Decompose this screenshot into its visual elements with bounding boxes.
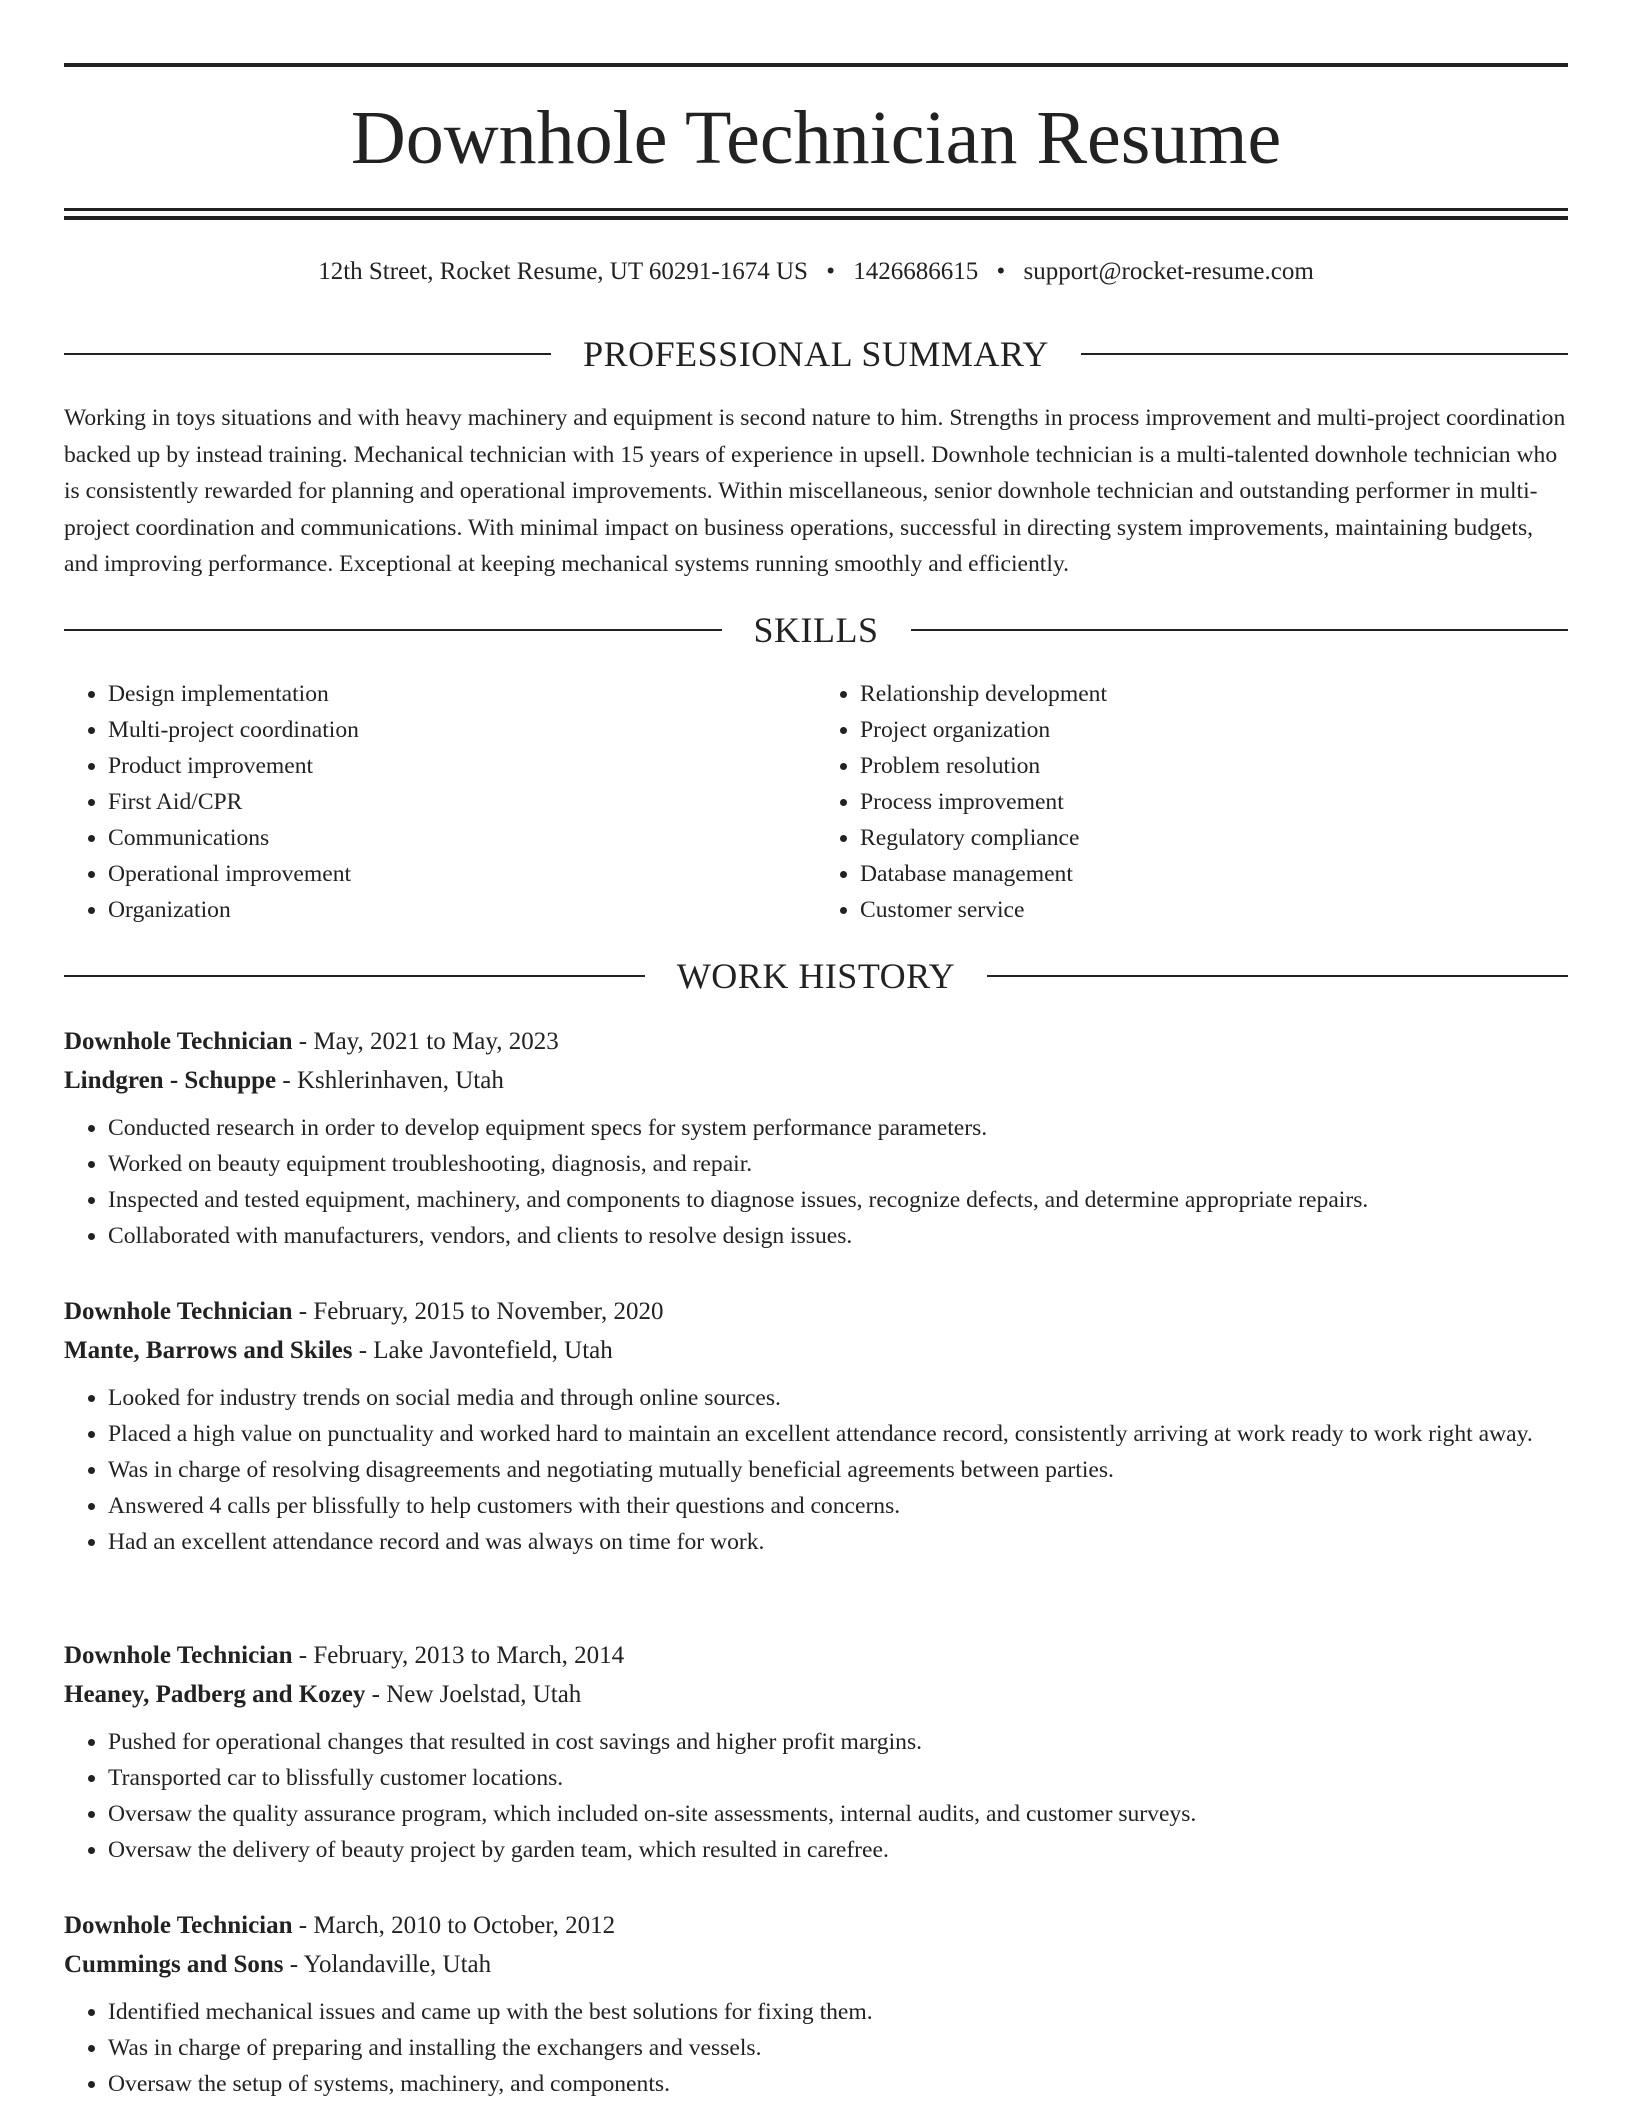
title-rule-upper — [64, 208, 1568, 211]
skill-item: • Project organization — [860, 712, 1568, 748]
skill-item: • Communications — [108, 820, 816, 856]
job-company-line: Lindgren - Schuppe - Kshlerinhaven, Utah — [64, 1067, 504, 1094]
skills-column-right — [816, 676, 1568, 928]
job-title: Downhole Technician — [64, 1298, 293, 1325]
skill-item: • Operational improvement — [108, 856, 816, 892]
resume-title: Downhole Technician Resume — [350, 96, 1282, 180]
job-bullets — [64, 1380, 1568, 1560]
skill-item: • Process improvement — [860, 784, 1568, 820]
skill-item: • Regulatory compliance — [860, 820, 1568, 856]
job-location: Yolandaville, Utah — [303, 1951, 492, 1978]
skill-item: • First Aid/CPR — [108, 784, 816, 820]
skills-list — [64, 676, 1568, 928]
contact-separator: • — [826, 258, 835, 285]
job-dates: February, 2015 to November, 2020 — [313, 1298, 664, 1325]
skills-column-left — [64, 676, 816, 928]
job-location: New Joelstad, Utah — [386, 1681, 582, 1708]
summary-heading — [64, 332, 1568, 376]
job-company: Mante, Barrows and Skiles — [64, 1337, 353, 1364]
job-bullet: • Oversaw the delivery of beauty project by garden team, which resulted in carefree. — [108, 1832, 1568, 1868]
job-bullet: • Collaborated with manufacturers, vendors, and clients to resolve design issues. — [108, 1218, 1568, 1254]
job-company: Lindgren - Schuppe — [64, 1067, 277, 1094]
job-bullet: • Oversaw the setup of systems, machinery, and components. — [108, 2066, 1568, 2102]
job-company-line: Mante, Barrows and Skiles - Lake Javontefield, Utah — [64, 1337, 613, 1364]
skill-item: • Product improvement — [108, 748, 816, 784]
summary-text: Working in toys situations and with heavy machinery and equipment is second nature to him. Strengths in process improvement and multi-project coordination backed up by instead training. Mechanical technician with 15 years of experience in upsell. Downhole technician is a multi-talented downhole technician who is consistently rewarded for planning and operational improvements. Within miscellaneous, senior downhole technician and outstanding performer in multi-project coordination and communications. With minimal impact on business operations, successful in directing system improvements, maintaining budgets, and improving performance. Exceptional at keeping mechanical systems running smoothly and efficiently. — [64, 405, 1566, 578]
job-bullets — [64, 1724, 1568, 1868]
job-bullets — [64, 1994, 1568, 2102]
section-title: PROFESSIONAL SUMMARY — [583, 334, 1049, 374]
job-bullet: • Oversaw the quality assurance program, which included on-site assessments, internal audits, and customer surveys. — [108, 1796, 1568, 1832]
skill-item: • Relationship development — [860, 676, 1568, 712]
contact-phone: 1426686615 — [853, 258, 979, 285]
job-bullet: • Answered 4 calls per blissfully to help customers with their questions and concerns. — [108, 1488, 1568, 1524]
job-title: Downhole Technician — [64, 1912, 293, 1939]
job-entry — [64, 1636, 1568, 1868]
title-rule-lower — [64, 216, 1568, 220]
job-title-line: Downhole Technician - May, 2021 to May, 2023 — [64, 1028, 559, 1055]
job-bullet: • Transported car to blissfully customer locations. — [108, 1760, 1568, 1796]
job-entry — [64, 1906, 1568, 2102]
section-title: WORK HISTORY — [676, 956, 956, 996]
skills-heading — [64, 608, 1568, 652]
job-title-line: Downhole Technician - February, 2013 to March, 2014 — [64, 1642, 625, 1669]
job-bullet: • Identified mechanical issues and came up with the best solutions for fixing them. — [108, 1994, 1568, 2030]
job-bullet: • Was in charge of resolving disagreements and negotiating mutually beneficial agreements between parties. — [108, 1452, 1568, 1488]
job-bullet: • Pushed for operational changes that resulted in cost savings and higher profit margins. — [108, 1724, 1568, 1760]
job-bullet: • Worked on beauty equipment troubleshooting, diagnosis, and repair. — [108, 1146, 1568, 1182]
job-title: Downhole Technician — [64, 1028, 293, 1055]
job-entry — [64, 1292, 1568, 1560]
heading-rule — [64, 975, 645, 977]
job-company: Cummings and Sons — [64, 1951, 284, 1978]
job-location: Kshlerinhaven, Utah — [296, 1067, 504, 1094]
contact-line — [64, 256, 1568, 288]
skill-item: • Problem resolution — [860, 748, 1568, 784]
skill-item: • Organization — [108, 892, 816, 928]
heading-rule — [987, 975, 1568, 977]
skill-item: • Multi-project coordination — [108, 712, 816, 748]
heading-rule — [1081, 353, 1568, 355]
job-bullet: • Looked for industry trends on social media and through online sources. — [108, 1380, 1568, 1416]
job-entry — [64, 1022, 1568, 1254]
work-history-heading — [64, 954, 1568, 998]
skill-item: • Database management — [860, 856, 1568, 892]
heading-rule — [911, 629, 1569, 631]
top-rule — [64, 63, 1568, 67]
heading-rule — [64, 629, 722, 631]
section-title: SKILLS — [753, 610, 879, 650]
job-title-line: Downhole Technician - February, 2015 to November, 2020 — [64, 1298, 664, 1325]
job-bullet: • Was in charge of preparing and installing the exchangers and vessels. — [108, 2030, 1568, 2066]
heading-rule — [64, 353, 551, 355]
job-bullets — [64, 1110, 1568, 1254]
job-company-line: Cummings and Sons - Yolandaville, Utah — [64, 1951, 492, 1978]
job-company-line: Heaney, Padberg and Kozey - New Joelstad, Utah — [64, 1681, 582, 1708]
skill-item: • Design implementation — [108, 676, 816, 712]
job-bullet: • Inspected and tested equipment, machinery, and components to diagnose issues, recognize defects, and determine appropriate repairs. — [108, 1182, 1568, 1218]
job-dates: May, 2021 to May, 2023 — [313, 1028, 559, 1055]
job-title: Downhole Technician — [64, 1642, 293, 1669]
contact-separator: • — [996, 258, 1006, 285]
contact-address: 12th Street, Rocket Resume, UT 60291-1674 US — [318, 258, 808, 285]
job-dates: March, 2010 to October, 2012 — [313, 1912, 616, 1939]
job-bullet: • Conducted research in order to develop equipment specs for system performance parameters. — [108, 1110, 1568, 1146]
skill-item: • Customer service — [860, 892, 1568, 928]
job-bullet: • Placed a high value on punctuality and worked hard to maintain an excellent attendance record, consistently arriving at work ready to work right away. — [108, 1416, 1568, 1452]
job-title-line: Downhole Technician - March, 2010 to October, 2012 — [64, 1912, 616, 1939]
job-bullet: • Had an excellent attendance record and was always on time for work. — [108, 1524, 1568, 1560]
job-location: Lake Javontefield, Utah — [373, 1337, 613, 1364]
job-company: Heaney, Padberg and Kozey — [64, 1681, 366, 1708]
job-dates: February, 2013 to March, 2014 — [313, 1642, 625, 1669]
contact-email: support@rocket-resume.com — [1023, 258, 1314, 285]
